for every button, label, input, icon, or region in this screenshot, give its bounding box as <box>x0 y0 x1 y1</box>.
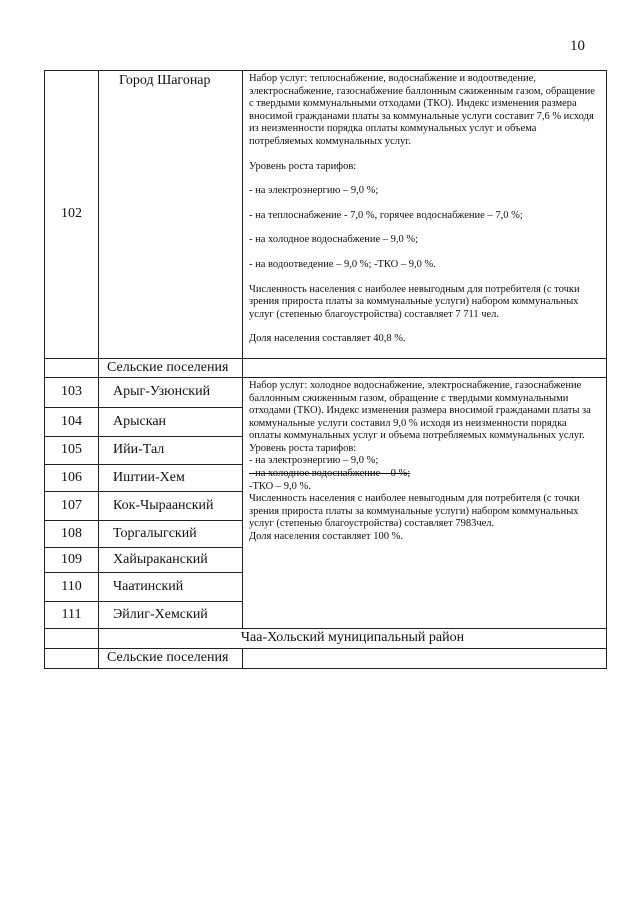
tariff-heading: Уровень роста тарифов: <box>249 160 357 172</box>
district-heading: Чаа-Хольский муниципальный район <box>99 628 607 648</box>
row-number: 109 <box>45 547 99 572</box>
row-number: 111 <box>45 601 99 628</box>
settlement-name: Ийи-Тал <box>99 436 243 464</box>
section-row <box>45 358 607 377</box>
tariff-heading: Уровень роста тарифов: <box>249 442 357 454</box>
district-row <box>45 628 607 648</box>
services-text: Набор услуг: теплоснабжение, водоснабжение и водоотведение, электроснабжение, газоснабжение баллонным сжиженным газом, обращение с твердыми коммунальными отходами (ТКО). Индекс изменения размера вносимой гражданами платы за коммунальные услуги составит 7,6 % исходя из неизменности порядка оплаты коммунальных услуг и объема потребляемых коммунальных услуг. <box>249 73 595 147</box>
tariff-item: - на водоотведение – 9,0 %; -ТКО – 9,0 %. <box>249 258 436 270</box>
section-label: Сельские поселения <box>99 358 243 377</box>
row-number: 108 <box>45 520 99 547</box>
row-number: 110 <box>45 572 99 601</box>
population-share: Доля населения составляет 40,8 %. <box>249 333 406 345</box>
table-row <box>45 377 607 407</box>
page-number: 10 <box>570 38 585 54</box>
services-text: Набор услуг: холодное водоснабжение, электроснабжение, газоснабжение баллонным сжиженным газом, обращение с твердыми коммунальными отходами (ТКО). Индекс изменения размера вносимой гражданами платы за коммунальные услуги составил 9,0 % исходя из неизменности порядка оплаты коммунальных услуг и объема потребляемых коммунальных услуг. <box>249 379 591 442</box>
settlement-name: Хайыраканский <box>99 547 243 572</box>
row-number: 103 <box>45 377 99 407</box>
tariff-item: - на электроэнергию – 9,0 %; <box>249 185 379 197</box>
table-row <box>45 71 607 359</box>
tariff-item: -ТКО – 9,0 %. <box>249 480 311 492</box>
row-number: 105 <box>45 436 99 464</box>
settlement-name: Арыскан <box>99 407 243 436</box>
settlement-name: Арыг-Узюнский <box>99 377 243 407</box>
tariff-table <box>44 70 607 669</box>
tariff-item: - на холодное водоснабжение – 0 %; <box>249 468 411 480</box>
population-text: Численность населения с наиболее невыгодным для потребителя (с точки зрения прироста платы за коммунальные услуги) набором коммунальных услуг (степенью благоустройства) составляет 7983чел. <box>249 493 580 530</box>
section-label: Сельские поселения <box>99 648 243 668</box>
settlement-name: Эйлиг-Хемский <box>99 601 243 628</box>
row-number: 106 <box>45 464 99 491</box>
settlement-name: Торгалыгский <box>99 520 243 547</box>
settlement-name: Город Шагонар <box>99 71 243 359</box>
row-number: 104 <box>45 407 99 436</box>
row-number: 107 <box>45 491 99 520</box>
tariff-item: - на холодное водоснабжение – 9,0 %; <box>249 234 419 246</box>
services-description <box>243 71 607 359</box>
settlement-name: Иштии-Хем <box>99 464 243 491</box>
tariff-item: - на электроэнергию – 9,0 %; <box>249 455 379 467</box>
tariff-item: - на теплоснабжение - 7,0 %, горячее водоснабжение – 7,0 %; <box>249 209 523 221</box>
row-number: 102 <box>45 71 99 359</box>
services-description <box>243 377 607 628</box>
settlement-name: Чаатинский <box>99 572 243 601</box>
population-text: Численность населения с наиболее невыгодным для потребителя (с точки зрения прироста платы за коммунальные услуги) набором коммунальных услуг (степенью благоустройства) составляет 7 711 чел. <box>249 283 580 320</box>
settlement-name: Кок-Чыраанский <box>99 491 243 520</box>
population-share: Доля населения составляет 100 %. <box>249 531 404 543</box>
section-row <box>45 648 607 668</box>
